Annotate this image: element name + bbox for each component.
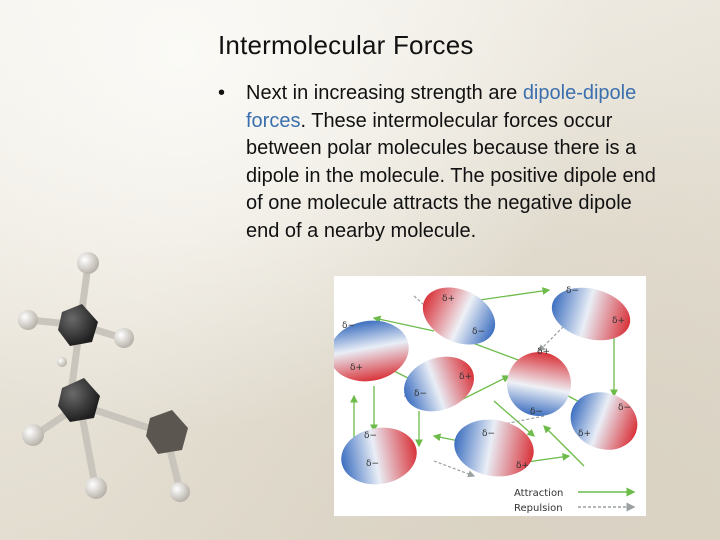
partial-charge-label: δ− — [472, 327, 486, 337]
partial-charge-label: δ− — [530, 407, 544, 417]
partial-charge-label: δ− — [482, 429, 496, 439]
partial-charge-label: δ+ — [459, 372, 473, 382]
bullet-point — [218, 80, 668, 245]
partial-charge-label: δ− — [566, 286, 580, 296]
partial-charge-label: δ+ — [516, 461, 530, 471]
partial-charge-label: δ− — [342, 321, 356, 331]
partial-charge-label: δ− — [618, 403, 632, 413]
partial-charge-label: δ− — [414, 389, 428, 399]
bullet-dot: • — [218, 82, 226, 104]
dipole-dipole-highlight: dipole-dipole forces — [246, 82, 637, 132]
partial-charge-label: δ+ — [537, 347, 551, 357]
bullet-text-after: . These intermolecular forces occur between polar molecules because there is a dipole in the molecule. The positive dipole end of one molecule attracts the negative dipole end of a nearby molecule. — [246, 109, 656, 242]
partial-charge-label: δ− — [364, 431, 378, 441]
partial-charge-label: δ+ — [612, 316, 626, 326]
partial-charge-label: δ− — [366, 459, 380, 469]
slide-title: Intermolecular Forces — [218, 30, 474, 60]
bullet-text-before: Next in increasing strength are — [246, 82, 523, 104]
legend-attraction-label: Attraction — [514, 488, 564, 499]
partial-charge-label: δ+ — [442, 294, 456, 304]
partial-charge-label: δ+ — [350, 363, 364, 373]
dipole-dipole-illustration — [334, 276, 646, 516]
ball-and-stick-model-image — [0, 230, 210, 540]
bullet-text — [246, 80, 668, 245]
legend-repulsion-label: Repulsion — [514, 503, 563, 514]
partial-charge-label: δ+ — [578, 429, 592, 439]
